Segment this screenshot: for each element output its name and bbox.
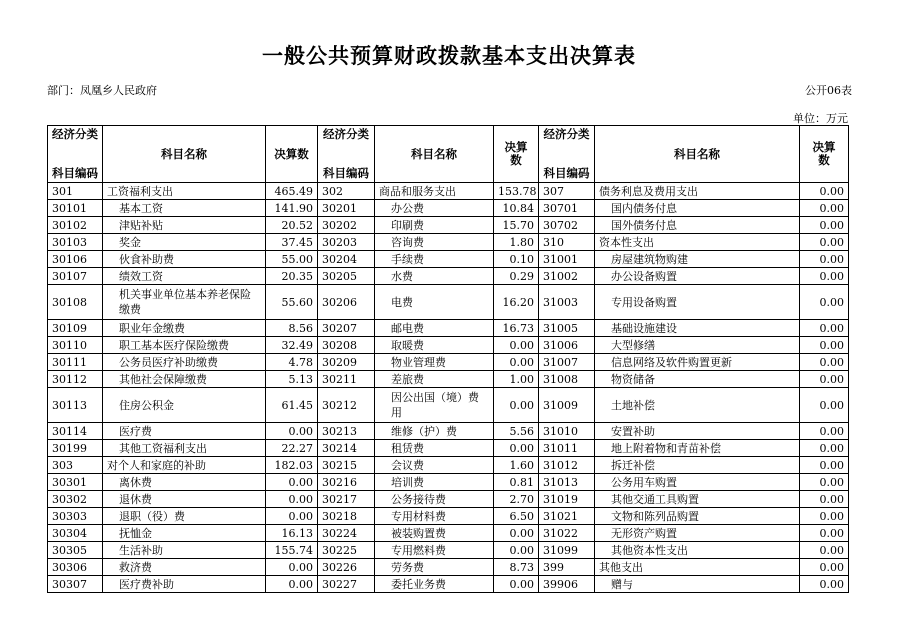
- amount-cell: 0.00: [800, 337, 849, 354]
- subject-code-cell: 30301: [48, 474, 103, 491]
- subject-name-cell: 国外债务付息: [595, 217, 800, 234]
- subject-code-cell: 30211: [318, 371, 375, 388]
- amount-cell: 141.90: [266, 200, 318, 217]
- subject-name-cell: 会议费: [375, 457, 494, 474]
- subject-name-cell: 取暖费: [375, 337, 494, 354]
- subject-name-cell: 无形资产购置: [595, 525, 800, 542]
- amount-cell: 0.00: [800, 457, 849, 474]
- amount-cell: 0.00: [494, 440, 539, 457]
- amount-cell: 8.56: [266, 320, 318, 337]
- subject-code-cell: 30204: [318, 251, 375, 268]
- amount-cell: 1.60: [494, 457, 539, 474]
- subject-code-cell: 302: [318, 183, 375, 200]
- subject-code-cell: 30226: [318, 559, 375, 576]
- subject-name-cell: 职业年金缴费: [103, 320, 266, 337]
- subject-code-cell: 30208: [318, 337, 375, 354]
- subject-name-cell: 其他资本性支出: [595, 542, 800, 559]
- amount-cell: 465.49: [266, 183, 318, 200]
- amount-cell: 0.00: [266, 576, 318, 593]
- subject-code-cell: 31009: [539, 388, 595, 423]
- subject-code-cell: 31012: [539, 457, 595, 474]
- amount-cell: 8.73: [494, 559, 539, 576]
- page-title: 一般公共预算财政拨款基本支出决算表: [262, 43, 636, 68]
- amount-cell: 0.10: [494, 251, 539, 268]
- subject-code-cell: 39906: [539, 576, 595, 593]
- subject-name-cell: 租赁费: [375, 440, 494, 457]
- subject-name-cell: 绩效工资: [103, 268, 266, 285]
- table-row: [48, 388, 849, 423]
- table-row: [48, 542, 849, 559]
- department-label: 部门：凤凰乡人民政府: [47, 84, 157, 97]
- subject-code-cell: 31002: [539, 268, 595, 285]
- subject-name-cell: 其他交通工具购置: [595, 491, 800, 508]
- amount-cell: 0.00: [800, 354, 849, 371]
- header-amount-1: 决算数: [266, 126, 318, 183]
- subject-code-cell: 30106: [48, 251, 103, 268]
- subject-name-cell: 公务用车购置: [595, 474, 800, 491]
- subject-code-cell: 31001: [539, 251, 595, 268]
- subject-name-cell: 其他社会保障缴费: [103, 371, 266, 388]
- subject-code-cell: 30201: [318, 200, 375, 217]
- table-row: [48, 474, 849, 491]
- subject-code-cell: 30103: [48, 234, 103, 251]
- amount-cell: 0.00: [266, 508, 318, 525]
- subject-name-cell: 维修（护）费: [375, 423, 494, 440]
- subject-code-cell: 31099: [539, 542, 595, 559]
- subject-name-cell: 商品和服务支出: [375, 183, 494, 200]
- subject-name-cell: 办公设备购置: [595, 268, 800, 285]
- subject-name-cell: 物资储备: [595, 371, 800, 388]
- subject-name-cell: 咨询费: [375, 234, 494, 251]
- subject-code-cell: 31010: [539, 423, 595, 440]
- subject-code-cell: 30215: [318, 457, 375, 474]
- subject-name-cell: 房屋建筑物购建: [595, 251, 800, 268]
- subject-name-cell: 拆迁补偿: [595, 457, 800, 474]
- subject-code-cell: 30225: [318, 542, 375, 559]
- subject-code-cell: 30212: [318, 388, 375, 423]
- subject-name-cell: 手续费: [375, 251, 494, 268]
- amount-cell: 5.13: [266, 371, 318, 388]
- subject-code-cell: 31006: [539, 337, 595, 354]
- unit-label: 单位：万元: [793, 112, 848, 125]
- amount-cell: 0.00: [494, 576, 539, 593]
- amount-cell: 0.00: [800, 525, 849, 542]
- subject-name-cell: 安置补助: [595, 423, 800, 440]
- subject-code-cell: 31007: [539, 354, 595, 371]
- amount-cell: 5.56: [494, 423, 539, 440]
- header-subject-code-3: 科目编码: [539, 154, 595, 183]
- table-row: [48, 354, 849, 371]
- subject-code-cell: 30306: [48, 559, 103, 576]
- subject-name-cell: 退职（役）费: [103, 508, 266, 525]
- subject-name-cell: 救济费: [103, 559, 266, 576]
- subject-name-cell: 职工基本医疗保险缴费: [103, 337, 266, 354]
- amount-cell: 32.49: [266, 337, 318, 354]
- header-amount-2: 决算 数: [494, 126, 539, 183]
- subject-code-cell: 301: [48, 183, 103, 200]
- subject-name-cell: 地上附着物和青苗补偿: [595, 440, 800, 457]
- amount-cell: 4.78: [266, 354, 318, 371]
- amount-cell: 0.00: [800, 388, 849, 423]
- table-row: [48, 440, 849, 457]
- table-body: [48, 183, 849, 593]
- subject-code-cell: 30205: [318, 268, 375, 285]
- subject-code-cell: 31003: [539, 285, 595, 320]
- table-row: [48, 183, 849, 200]
- amount-cell: 0.00: [800, 200, 849, 217]
- subject-code-cell: 30207: [318, 320, 375, 337]
- subject-name-cell: 抚恤金: [103, 525, 266, 542]
- amount-cell: 55.00: [266, 251, 318, 268]
- amount-cell: 10.84: [494, 200, 539, 217]
- subject-name-cell: 资本性支出: [595, 234, 800, 251]
- amount-cell: 0.00: [800, 423, 849, 440]
- subject-name-cell: 文物和陈列品购置: [595, 508, 800, 525]
- header-econ-class-1: 经济分类: [48, 126, 103, 155]
- table-row: [48, 559, 849, 576]
- subject-name-cell: 国内债务付息: [595, 200, 800, 217]
- table-row: [48, 251, 849, 268]
- subject-code-cell: 30304: [48, 525, 103, 542]
- table-row: [48, 200, 849, 217]
- expenditure-table: [47, 125, 849, 593]
- header-subject-name-3: 科目名称: [595, 126, 800, 183]
- subject-code-cell: 31022: [539, 525, 595, 542]
- subject-code-cell: 30102: [48, 217, 103, 234]
- table-row: [48, 423, 849, 440]
- amount-cell: 153.78: [494, 183, 539, 200]
- subject-code-cell: 30109: [48, 320, 103, 337]
- amount-cell: 55.60: [266, 285, 318, 320]
- header-subject-code-2: 科目编码: [318, 154, 375, 183]
- subject-name-cell: 委托业务费: [375, 576, 494, 593]
- amount-cell: 16.73: [494, 320, 539, 337]
- subject-name-cell: 基础设施建设: [595, 320, 800, 337]
- amount-cell: 0.00: [494, 542, 539, 559]
- amount-cell: 0.00: [800, 474, 849, 491]
- subject-code-cell: 399: [539, 559, 595, 576]
- subject-code-cell: 30216: [318, 474, 375, 491]
- header-amount-3: 决算 数: [800, 126, 849, 183]
- amount-cell: 6.50: [494, 508, 539, 525]
- subject-code-cell: 31011: [539, 440, 595, 457]
- amount-cell: 0.00: [494, 354, 539, 371]
- amount-cell: 20.35: [266, 268, 318, 285]
- subject-code-cell: 30206: [318, 285, 375, 320]
- subject-name-cell: 印刷费: [375, 217, 494, 234]
- amount-cell: 2.70: [494, 491, 539, 508]
- amount-cell: 0.00: [266, 491, 318, 508]
- table-row: [48, 285, 849, 320]
- subject-name-cell: 对个人和家庭的补助: [103, 457, 266, 474]
- subject-code-cell: 30108: [48, 285, 103, 320]
- amount-cell: 0.00: [494, 337, 539, 354]
- subject-code-cell: 30702: [539, 217, 595, 234]
- header-subject-code-1: 科目编码: [48, 154, 103, 183]
- subject-name-cell: 赠与: [595, 576, 800, 593]
- subject-name-cell: 被装购置费: [375, 525, 494, 542]
- amount-cell: 0.00: [800, 320, 849, 337]
- subject-name-cell: 其他支出: [595, 559, 800, 576]
- amount-cell: 0.00: [800, 508, 849, 525]
- subject-name-cell: 工资福利支出: [103, 183, 266, 200]
- amount-cell: 0.00: [494, 388, 539, 423]
- amount-cell: 0.81: [494, 474, 539, 491]
- amount-cell: 0.00: [800, 542, 849, 559]
- subject-name-cell: 电费: [375, 285, 494, 320]
- amount-cell: 0.00: [800, 285, 849, 320]
- amount-cell: 37.45: [266, 234, 318, 251]
- amount-cell: 61.45: [266, 388, 318, 423]
- subject-code-cell: 30701: [539, 200, 595, 217]
- amount-cell: 20.52: [266, 217, 318, 234]
- subject-code-cell: 30203: [318, 234, 375, 251]
- subject-code-cell: 30199: [48, 440, 103, 457]
- amount-cell: 182.03: [266, 457, 318, 474]
- subject-name-cell: 劳务费: [375, 559, 494, 576]
- amount-cell: 0.00: [494, 525, 539, 542]
- subject-name-cell: 机关事业单位基本养老保险缴费: [103, 285, 266, 320]
- amount-cell: 0.00: [800, 183, 849, 200]
- subject-code-cell: 30202: [318, 217, 375, 234]
- header-subject-name-2: 科目名称: [375, 126, 494, 183]
- subject-code-cell: 30218: [318, 508, 375, 525]
- header-subject-name-1: 科目名称: [103, 126, 266, 183]
- subject-name-cell: 物业管理费: [375, 354, 494, 371]
- form-number: 公开06表: [805, 84, 852, 97]
- subject-code-cell: 30302: [48, 491, 103, 508]
- subject-name-cell: 基本工资: [103, 200, 266, 217]
- subject-code-cell: 30227: [318, 576, 375, 593]
- subject-name-cell: 邮电费: [375, 320, 494, 337]
- subject-name-cell: 土地补偿: [595, 388, 800, 423]
- subject-code-cell: 30107: [48, 268, 103, 285]
- subject-name-cell: 专用燃料费: [375, 542, 494, 559]
- subject-name-cell: 生活补助: [103, 542, 266, 559]
- amount-cell: 0.00: [266, 474, 318, 491]
- subject-code-cell: 30113: [48, 388, 103, 423]
- header-row-top: [48, 126, 849, 155]
- subject-name-cell: 医疗费补助: [103, 576, 266, 593]
- amount-cell: 0.00: [266, 423, 318, 440]
- subject-code-cell: 307: [539, 183, 595, 200]
- amount-cell: 0.00: [800, 559, 849, 576]
- amount-cell: 0.00: [800, 371, 849, 388]
- table-row: [48, 268, 849, 285]
- subject-code-cell: 30110: [48, 337, 103, 354]
- amount-cell: 0.00: [800, 234, 849, 251]
- subject-code-cell: 30305: [48, 542, 103, 559]
- subject-name-cell: 因公出国（境）费用: [375, 388, 494, 423]
- subject-name-cell: 债务利息及费用支出: [595, 183, 800, 200]
- amount-cell: 0.29: [494, 268, 539, 285]
- table-row: [48, 576, 849, 593]
- amount-cell: 0.00: [266, 559, 318, 576]
- subject-code-cell: 30112: [48, 371, 103, 388]
- subject-name-cell: 其他工资福利支出: [103, 440, 266, 457]
- subject-name-cell: 住房公积金: [103, 388, 266, 423]
- amount-cell: 0.00: [800, 576, 849, 593]
- subject-code-cell: 30214: [318, 440, 375, 457]
- subject-name-cell: 专用材料费: [375, 508, 494, 525]
- subject-name-cell: 津贴补贴: [103, 217, 266, 234]
- subject-code-cell: 30303: [48, 508, 103, 525]
- amount-cell: 0.00: [800, 491, 849, 508]
- subject-name-cell: 退休费: [103, 491, 266, 508]
- amount-cell: 1.80: [494, 234, 539, 251]
- amount-cell: 15.70: [494, 217, 539, 234]
- table-row: [48, 491, 849, 508]
- subject-name-cell: 医疗费: [103, 423, 266, 440]
- subject-code-cell: 30111: [48, 354, 103, 371]
- table-row: [48, 508, 849, 525]
- amount-cell: 0.00: [800, 440, 849, 457]
- subject-name-cell: 奖金: [103, 234, 266, 251]
- amount-cell: 1.00: [494, 371, 539, 388]
- subject-code-cell: 30209: [318, 354, 375, 371]
- subject-name-cell: 专用设备购置: [595, 285, 800, 320]
- table-row: [48, 234, 849, 251]
- subject-code-cell: 303: [48, 457, 103, 474]
- subject-name-cell: 离休费: [103, 474, 266, 491]
- header-econ-class-2: 经济分类: [318, 126, 375, 155]
- table-row: [48, 457, 849, 474]
- amount-cell: 16.13: [266, 525, 318, 542]
- amount-cell: 0.00: [800, 217, 849, 234]
- subject-name-cell: 水费: [375, 268, 494, 285]
- table-row: [48, 525, 849, 542]
- table-row: [48, 217, 849, 234]
- subject-code-cell: 31013: [539, 474, 595, 491]
- subject-code-cell: 31021: [539, 508, 595, 525]
- subject-name-cell: 差旅费: [375, 371, 494, 388]
- amount-cell: 16.20: [494, 285, 539, 320]
- amount-cell: 0.00: [800, 251, 849, 268]
- amount-cell: 22.27: [266, 440, 318, 457]
- subject-code-cell: 30213: [318, 423, 375, 440]
- subject-name-cell: 公务员医疗补助缴费: [103, 354, 266, 371]
- subject-code-cell: 31005: [539, 320, 595, 337]
- subject-code-cell: 30307: [48, 576, 103, 593]
- amount-cell: 0.00: [800, 268, 849, 285]
- subject-name-cell: 培训费: [375, 474, 494, 491]
- subject-code-cell: 30217: [318, 491, 375, 508]
- table-row: [48, 337, 849, 354]
- subject-name-cell: 大型修缮: [595, 337, 800, 354]
- amount-cell: 155.74: [266, 542, 318, 559]
- table-row: [48, 371, 849, 388]
- table-row: [48, 320, 849, 337]
- subject-code-cell: 31008: [539, 371, 595, 388]
- subject-code-cell: 30101: [48, 200, 103, 217]
- subject-code-cell: 30114: [48, 423, 103, 440]
- subject-code-cell: 310: [539, 234, 595, 251]
- subject-name-cell: 伙食补助费: [103, 251, 266, 268]
- header-econ-class-3: 经济分类: [539, 126, 595, 155]
- subject-name-cell: 信息网络及软件购置更新: [595, 354, 800, 371]
- subject-code-cell: 30224: [318, 525, 375, 542]
- subject-name-cell: 办公费: [375, 200, 494, 217]
- subject-code-cell: 31019: [539, 491, 595, 508]
- subject-name-cell: 公务接待费: [375, 491, 494, 508]
